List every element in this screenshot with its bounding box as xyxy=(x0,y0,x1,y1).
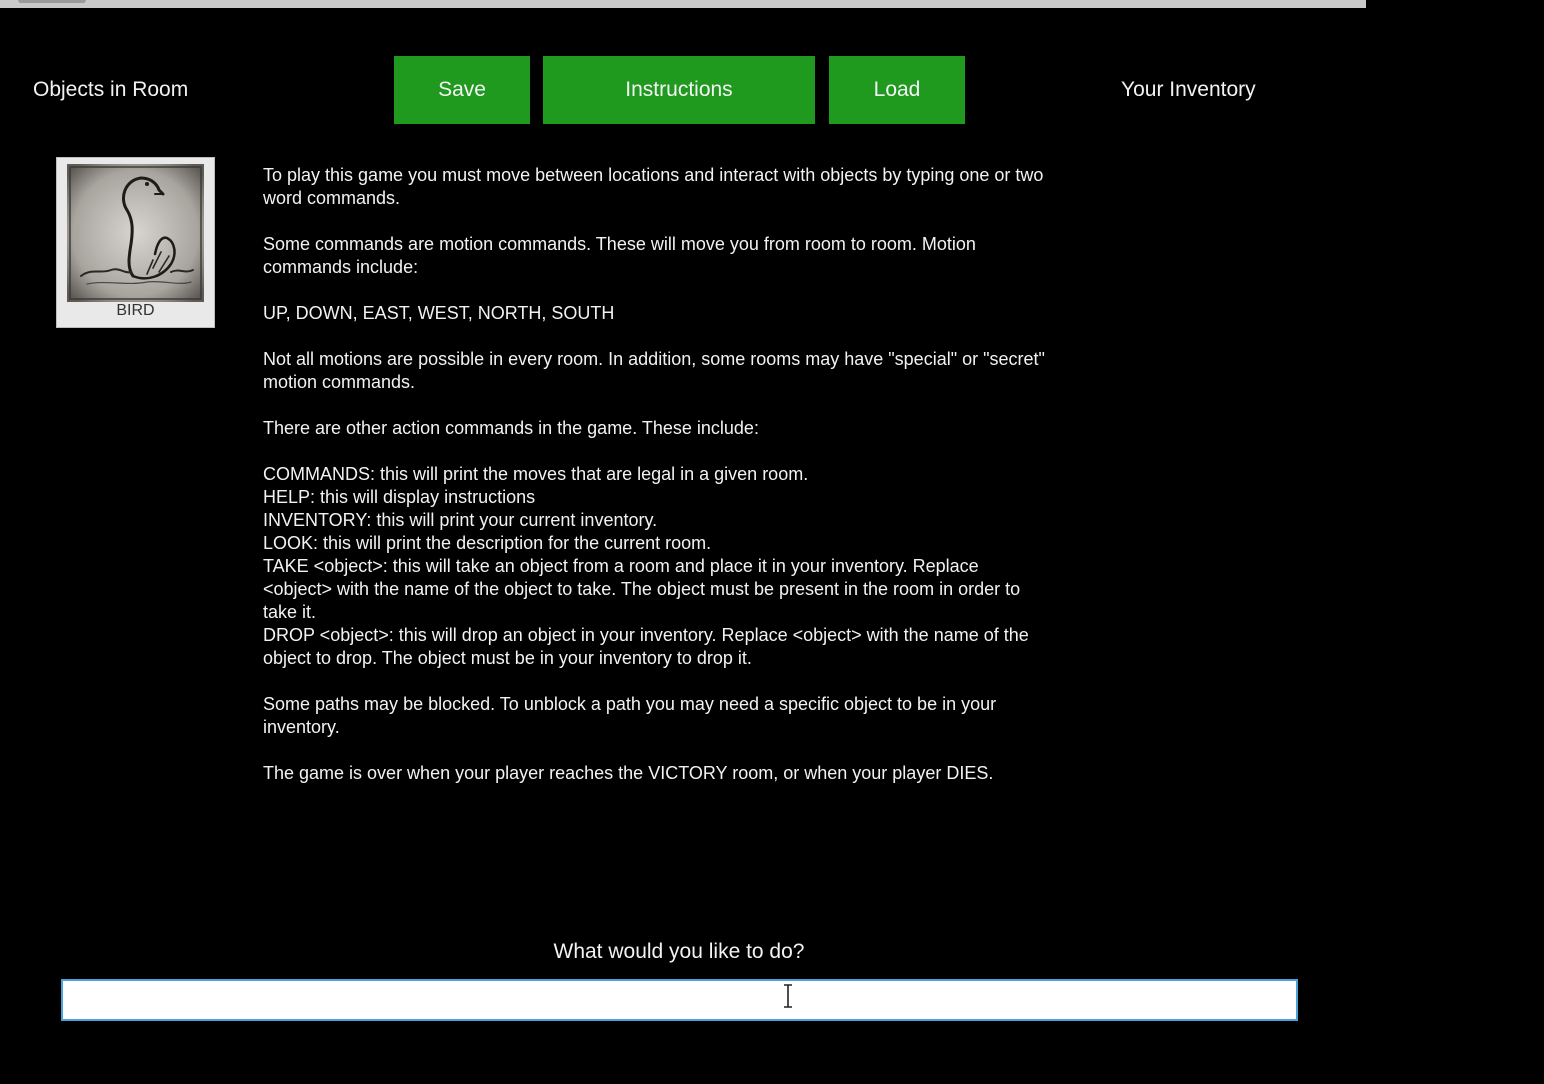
instructions-action-intro: There are other action commands in the game. These include: xyxy=(263,418,759,438)
instructions-button[interactable]: Instructions xyxy=(543,56,815,124)
command-prompt-label: What would you like to do? xyxy=(553,940,805,963)
bird-sketch-icon xyxy=(67,164,204,302)
command-line-commands: COMMANDS: this will print the moves that are legal in a given room. xyxy=(263,464,809,484)
command-line-inventory: INVENTORY: this will print your current inventory. xyxy=(263,510,658,530)
command-line-look: LOOK: this will print the description for the current room. xyxy=(263,533,712,553)
command-line-help: HELP: this will display instructions xyxy=(263,487,536,507)
action-command-list xyxy=(263,463,1103,670)
window-top-bar xyxy=(0,0,1366,8)
your-inventory-heading: Your Inventory xyxy=(1121,78,1256,101)
command-line-take: TAKE <object>: this will take an object from a room and place it in your inventory. Replace <object> with the name of the object to take. The object must be present in the room in order to take it. xyxy=(263,556,1021,622)
instructions-game-over: The game is over when your player reaches the VICTORY room, or when your player DIES. xyxy=(263,763,994,783)
instructions-motion-intro: Some commands are motion commands. These will move you from room to room. Motion commands include: xyxy=(263,234,976,277)
load-button[interactable]: Load xyxy=(829,56,965,124)
instructions-motion-list: UP, DOWN, EAST, WEST, NORTH, SOUTH xyxy=(263,303,615,323)
instructions-motion-note: Not all motions are possible in every room. In addition, some rooms may have "special" or "secret" motion commands. xyxy=(263,349,1045,392)
room-object-card-bird[interactable] xyxy=(56,157,215,328)
instructions-blocked-paths: Some paths may be blocked. To unblock a path you may need a specific object to be in your inventory. xyxy=(263,694,997,737)
objects-in-room-heading: Objects in Room xyxy=(33,78,189,101)
room-object-name: BIRD xyxy=(116,302,155,319)
instructions-intro: To play this game you must move between locations and interact with objects by typing one or two word commands. xyxy=(263,165,1044,208)
command-line-drop: DROP <object>: this will drop an object in your inventory. Replace <object> with the name of the object to drop. The object must be in your inventory to drop it. xyxy=(263,625,1029,668)
window-tab xyxy=(18,0,86,3)
command-input[interactable] xyxy=(61,979,1298,1021)
save-button[interactable]: Save xyxy=(394,56,530,124)
instructions-text xyxy=(263,164,1103,808)
